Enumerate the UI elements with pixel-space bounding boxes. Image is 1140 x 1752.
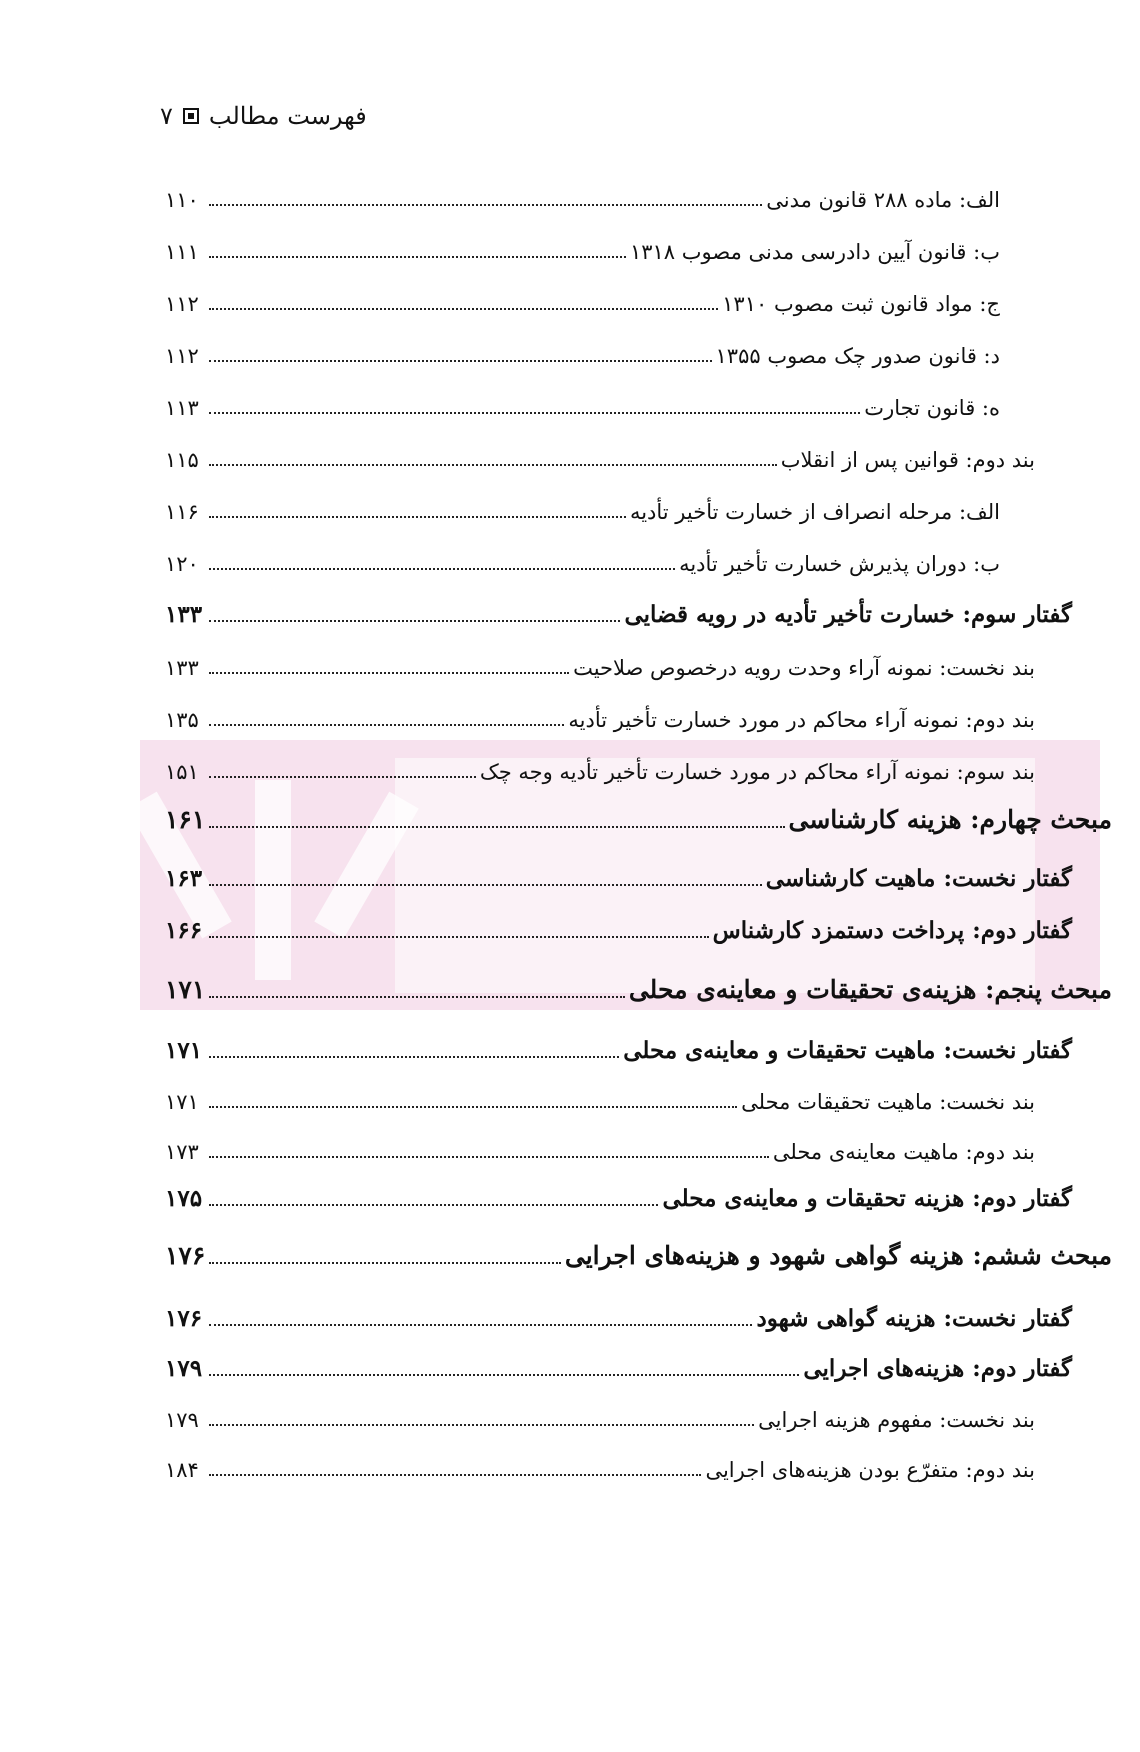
dot-leader	[209, 1105, 737, 1108]
toc-entry-title: گفتار نخست: ماهیت تحقیقات و معاینه‌ی محلی	[623, 1037, 1072, 1064]
toc-entry-title: بند دوم: نمونه آراء محاکم در مورد خسارت تأخیر تأدیه	[568, 708, 1035, 732]
toc-entry-page: ۱۷۱	[165, 975, 206, 1004]
toc-entry	[165, 692, 1035, 732]
header-page-number: ۷	[160, 102, 173, 130]
toc-entry-title: ب: قانون آیین دادرسی مدنی مصوب ۱۳۱۸	[629, 240, 1000, 264]
toc-entry-title: د: قانون صدور چک مصوب ۱۳۵۵	[715, 344, 1000, 368]
toc-entry	[165, 432, 1035, 472]
dot-leader	[209, 1473, 701, 1476]
toc-entry	[165, 640, 1035, 680]
toc-entry-page: ۱۷۶	[165, 1241, 206, 1270]
toc-entry-title: گفتار دوم: هزینه تحقیقات و معاینه‌ی محلی	[662, 1185, 1072, 1212]
toc-entry-title: بند دوم: قوانین پس از انقلاب	[780, 448, 1035, 472]
toc-entry-page: ۱۷۹	[165, 1408, 199, 1432]
toc-entry-page: ۱۳۳	[165, 656, 199, 680]
toc-entry-title: ج: مواد قانون ثبت مصوب ۱۳۱۰	[722, 292, 1000, 316]
dot-leader	[209, 825, 784, 828]
toc-entry-title: الف: ماده ۲۸۸ قانون مدنی	[766, 188, 1000, 212]
dot-leader	[209, 995, 625, 998]
toc-entry-page: ۱۱۳	[165, 396, 199, 420]
dot-leader	[209, 567, 675, 570]
dot-leader	[209, 307, 718, 310]
header-title: فهرست مطالب	[208, 102, 367, 130]
dot-leader	[209, 203, 762, 206]
toc-entry-title: مبحث ششم: هزینه گواهی شهود و هزینه‌های اجرایی	[564, 1241, 1112, 1270]
toc-entry-title: بند نخست: نمونه آراء وحدت رویه درخصوص صلاحیت	[573, 656, 1035, 680]
toc-entry-title: بند دوم: ماهیت معاینه‌ی محلی	[772, 1140, 1035, 1164]
toc-entry-page: ۱۳۳	[165, 601, 203, 628]
toc-entry-title: گفتار دوم: پرداخت دستمزد کارشناس	[712, 917, 1072, 944]
toc-entry	[165, 536, 1000, 576]
dot-leader	[209, 775, 476, 778]
toc-entry-page: ۱۶۶	[165, 917, 203, 944]
toc-entry	[165, 276, 1000, 316]
toc-entry-title: الف: مرحله انصراف از خسارت تأخیر تأدیه	[629, 500, 1000, 524]
dot-leader	[209, 1323, 752, 1326]
toc-entry-page: ۱۶۳	[165, 865, 203, 892]
toc-entry-title: گفتار نخست: هزینه گواهی شهود	[756, 1305, 1072, 1332]
toc-entry-page: ۱۷۳	[165, 1140, 199, 1164]
toc-entry	[165, 484, 1000, 524]
toc-entry-page: ۱۱۱	[165, 240, 199, 264]
toc-entry	[165, 794, 1112, 834]
dot-leader	[209, 619, 620, 622]
dot-leader	[209, 463, 777, 466]
dot-leader	[209, 671, 569, 674]
toc-entry	[165, 1024, 1072, 1064]
toc-entry-page: ۱۱۰	[165, 188, 199, 212]
toc-entry-page: ۱۷۵	[165, 1185, 203, 1212]
toc-entry-page: ۱۷۱	[165, 1090, 199, 1114]
toc-entry	[165, 588, 1072, 628]
dot-leader	[209, 1423, 754, 1426]
toc-entry	[165, 1292, 1072, 1332]
toc-entry-page: ۱۶۱	[165, 805, 206, 834]
toc-entry-page: ۱۵۱	[165, 760, 199, 784]
toc-entry	[165, 744, 1035, 784]
toc-entry-page: ۱۳۵	[165, 708, 199, 732]
toc-entry-title: بند نخست: ماهیت تحقیقات محلی	[741, 1090, 1035, 1114]
toc-entry-title: گفتار نخست: ماهیت کارشناسی	[765, 865, 1072, 892]
dot-leader	[209, 935, 709, 938]
dot-leader	[209, 515, 626, 518]
toc-entry	[165, 852, 1072, 892]
dot-leader	[209, 359, 712, 362]
toc-entry	[165, 380, 1000, 420]
toc-entry	[165, 964, 1112, 1004]
toc-entry-page: ۱۷۶	[165, 1305, 203, 1332]
toc-entry	[165, 172, 1000, 212]
toc-entry-title: بند سوم: نمونه آراء محاکم در مورد خسارت تأخیر تأدیه وجه چک	[479, 760, 1035, 784]
toc-entry	[165, 1442, 1035, 1482]
dot-leader	[209, 1155, 769, 1158]
toc-entry	[165, 1172, 1072, 1212]
dot-leader	[209, 883, 762, 886]
toc-entry-title: بند دوم: متفرّع بودن هزینه‌های اجرایی	[705, 1458, 1035, 1482]
toc-entry	[165, 1124, 1035, 1164]
toc-entry-title: گفتار سوم: خسارت تأخیر تأدیه در رویه قضایی	[624, 601, 1072, 628]
toc-entry	[165, 1342, 1072, 1382]
toc-entry-page: ۱۱۶	[165, 500, 199, 524]
toc-entry-title: ه: قانون تجارت	[864, 396, 1000, 420]
toc-entry-page: ۱۱۲	[165, 292, 199, 316]
toc-entry-title: مبحث چهارم: هزینه کارشناسی	[788, 805, 1112, 834]
toc-entry	[165, 1074, 1035, 1114]
toc-entry-page: ۱۲۰	[165, 552, 199, 576]
toc-entry	[165, 1392, 1035, 1432]
dot-leader	[209, 723, 564, 726]
dot-leader	[209, 1261, 561, 1264]
toc-entry	[165, 904, 1072, 944]
toc-entry-page: ۱۸۴	[165, 1458, 199, 1482]
toc-entry-page: ۱۱۵	[165, 448, 199, 472]
toc-entry-title: ب: دوران پذیرش خسارت تأخیر تأدیه	[679, 552, 1000, 576]
dot-leader	[209, 255, 626, 258]
toc-entry-page: ۱۱۲	[165, 344, 199, 368]
toc-entry-title: بند نخست: مفهوم هزینه اجرایی	[758, 1408, 1035, 1432]
toc-entry-title: گفتار دوم: هزینه‌های اجرایی	[803, 1355, 1072, 1382]
toc-entry	[165, 224, 1000, 264]
toc-entry	[165, 328, 1000, 368]
dot-leader	[209, 411, 860, 414]
toc-entry-page: ۱۷۹	[165, 1355, 203, 1382]
toc-entry	[165, 1230, 1112, 1270]
toc-entry-title: مبحث پنجم: هزینه‌ی تحقیقات و معاینه‌ی محلی	[628, 975, 1112, 1004]
dot-leader	[209, 1055, 619, 1058]
toc-entry-page: ۱۷۱	[165, 1037, 203, 1064]
dot-leader	[209, 1373, 799, 1376]
dot-leader	[209, 1203, 658, 1206]
